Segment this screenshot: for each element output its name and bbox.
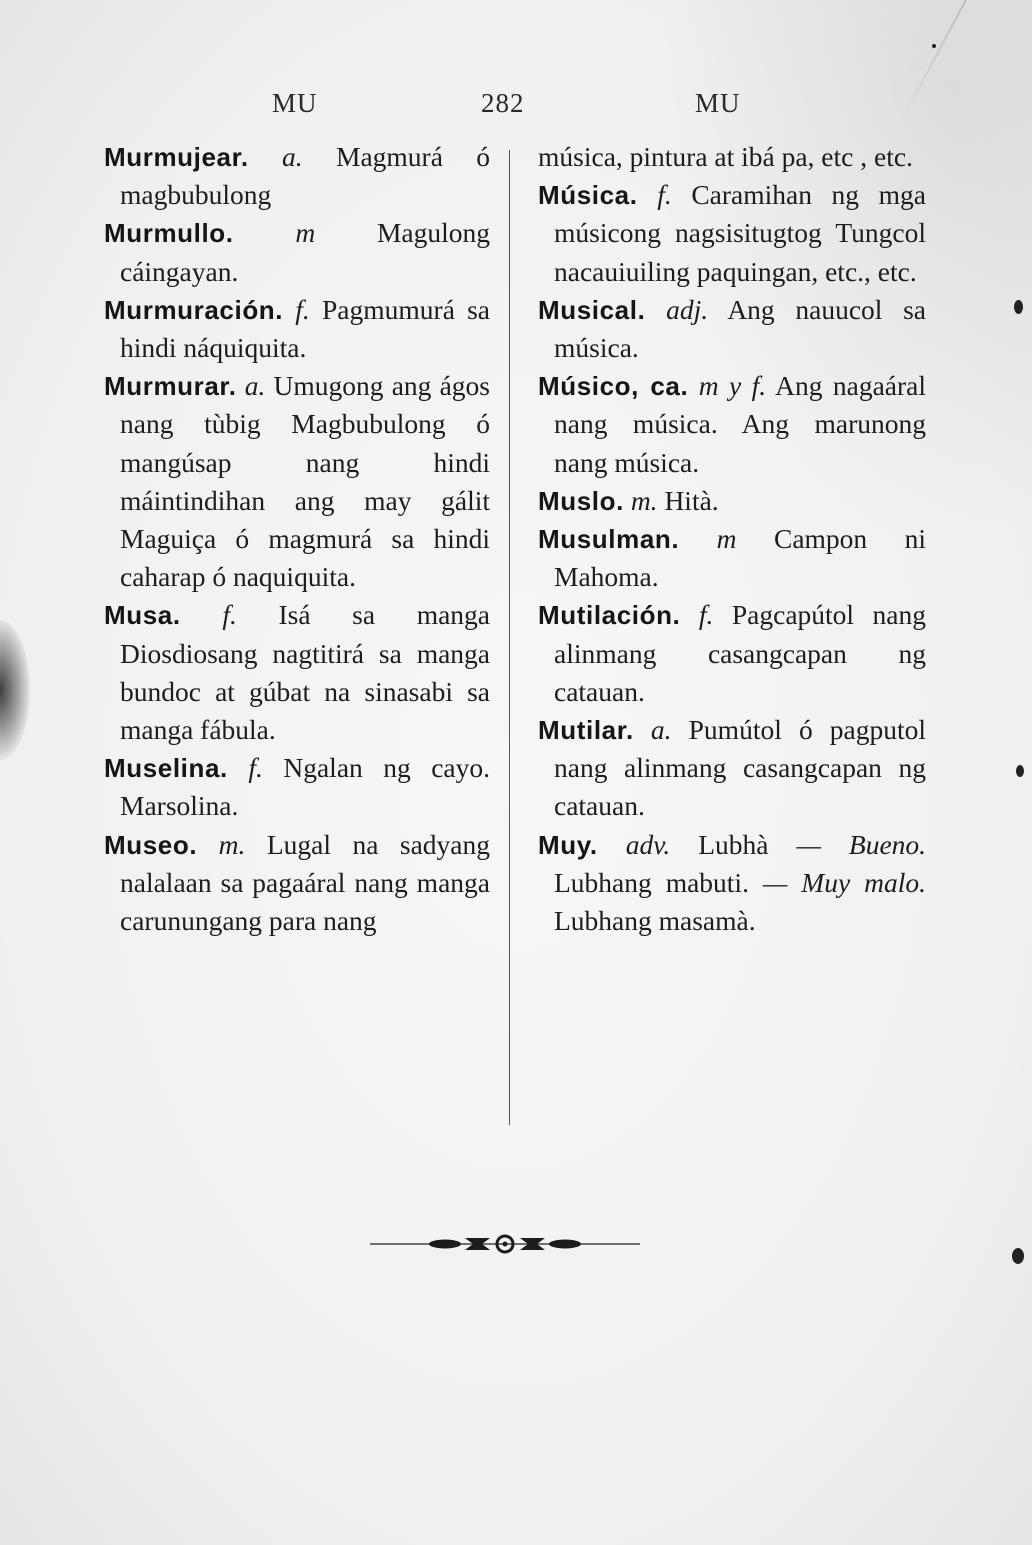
dictionary-entry	[538, 367, 926, 482]
entry-definition: Magulong cáingayan.	[120, 217, 490, 287]
entry-definition: Hità.	[664, 484, 719, 516]
dictionary-entry	[104, 138, 490, 214]
dictionary-entry	[104, 826, 490, 941]
entry-headword: Musulman.	[538, 524, 680, 555]
entry-headword: Música.	[538, 180, 638, 211]
entry-headword: Mutilación.	[538, 600, 681, 631]
example-phrase: — Muy malo.	[762, 866, 926, 898]
dictionary-entry	[538, 176, 926, 291]
entry-headword: Muy.	[538, 829, 598, 860]
entry-definition: Ngalan ng cayo. Marsolina.	[120, 752, 491, 822]
dictionary-entry	[104, 291, 490, 367]
entry-definition: Ang nagaáral nang música. Ang marunong nang música.	[554, 370, 927, 478]
dictionary-entry	[538, 291, 926, 367]
running-header	[0, 88, 1032, 128]
entry-headword: Muslo.	[538, 485, 624, 516]
entry-definition: Campon ni Mahoma.	[554, 523, 927, 593]
example-translation: Lubhang mabuti.	[554, 866, 749, 898]
dictionary-entry	[104, 367, 490, 596]
entry-definition: Pumútol ó pagputol nang alinmang casangcapan ng catauan.	[554, 714, 927, 822]
example-translation: Lubhang masamà.	[554, 905, 756, 937]
column-divider	[509, 150, 510, 1125]
entry-grammar: m	[716, 523, 737, 555]
header-left-guide-word: MU	[272, 88, 318, 118]
page-edge-shadow	[0, 620, 30, 760]
dictionary-entry	[538, 596, 926, 711]
ink-speck	[1016, 765, 1024, 777]
entry-definition: Lubhà	[698, 828, 769, 860]
entry-headword: Museo.	[104, 829, 198, 860]
dictionary-entry	[104, 214, 490, 290]
entry-definition: Lugal na sadyang nalalaan sa pagaáral nang manga carunungang para nang	[120, 828, 491, 937]
entry-grammar: m.	[218, 828, 246, 860]
ink-speck	[1014, 300, 1023, 314]
entry-grammar: m y f.	[698, 370, 767, 402]
entry-grammar: f.	[222, 599, 237, 631]
example-phrase: — Bueno.	[796, 828, 927, 860]
entry-grammar: a.	[244, 370, 266, 402]
entry-grammar: m	[295, 217, 316, 249]
entry-definition: Isá sa manga Diosdiosang nagtitirá sa manga bundoc at gúbat na sinasabi sa manga fábula.	[120, 599, 491, 746]
entry-headword: Músico, ca.	[538, 371, 689, 402]
entry-grammar: f.	[248, 752, 263, 784]
ink-speck	[932, 44, 936, 48]
end-ornament	[370, 1232, 640, 1256]
entry-grammar: f.	[657, 179, 672, 211]
entry-headword: Murmurar.	[104, 371, 237, 402]
entry-headword: Musa.	[104, 600, 181, 631]
entry-definition: Umugong ang ágos nang tùbig Magbubulong ó mangúsap nang hindi máintindihan ang may gálit Maguiça ó magmurá sa hindi caharap ó naquiquita.	[120, 370, 491, 593]
entry-definition: música, pintura at ibá pa, etc , etc.	[538, 141, 913, 172]
entry-grammar: adv.	[625, 828, 671, 860]
page-number: 282	[481, 88, 525, 118]
dictionary-entry	[538, 826, 926, 941]
dictionary-entry-continuation	[538, 138, 926, 176]
dictionary-entry	[104, 596, 490, 749]
entry-definition: Pagcapútol nang alinmang casangcapan ng catauan.	[554, 599, 927, 707]
ink-speck	[1012, 1248, 1024, 1264]
dictionary-entry	[538, 482, 926, 520]
dictionary-entry	[104, 749, 490, 825]
entry-headword: Mutilar.	[538, 715, 634, 746]
entry-grammar: a.	[282, 141, 303, 172]
entry-definition: Magmurá ó magbubulong	[120, 141, 490, 211]
entry-definition: Caramihan ng mga músicong nagsisitugtog Tungcol nacauiuiling paquingan, etc., etc.	[554, 179, 927, 287]
dictionary-entry	[538, 711, 926, 826]
entry-grammar: adj.	[666, 293, 709, 325]
entry-grammar: m.	[630, 484, 658, 516]
entry-definition: Pagmumurá sa hindi náquiquita.	[120, 293, 490, 364]
left-column	[104, 138, 490, 940]
entry-definition: Ang nauucol sa música.	[554, 293, 927, 364]
header-right-guide-word: MU	[695, 88, 741, 118]
dictionary-entry	[538, 520, 926, 596]
entry-headword: Murmuración.	[104, 294, 284, 325]
entry-headword: Muselina.	[104, 753, 228, 784]
entry-grammar: f.	[295, 293, 310, 325]
entry-headword: Musical.	[538, 294, 646, 325]
entry-headword: Murmullo.	[104, 218, 234, 249]
entry-headword: Murmujear.	[104, 142, 249, 172]
right-column	[538, 138, 926, 940]
entry-grammar: a.	[650, 714, 672, 746]
entry-grammar: f.	[698, 599, 714, 631]
